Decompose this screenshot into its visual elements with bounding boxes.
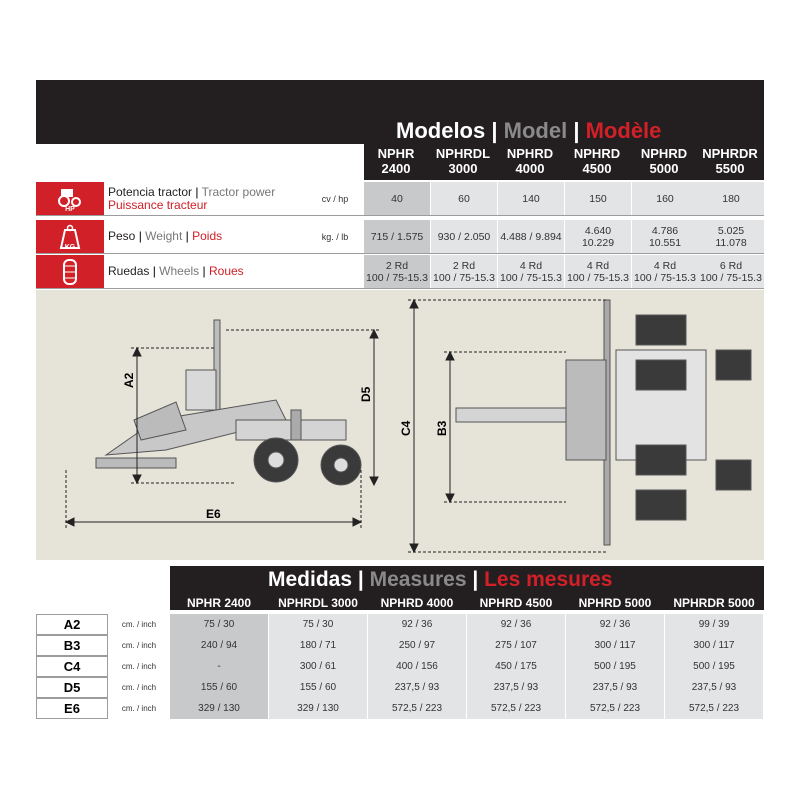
measure-value: 300 / 117 (566, 635, 664, 656)
spec-value: 4 Rd 100 / 75-15.3 (498, 255, 564, 288)
measure-value: - (170, 656, 268, 677)
measure-value: 329 / 130 (269, 698, 367, 719)
dimension-label-c4: C4 (399, 420, 413, 436)
measure-value: 500 / 195 (566, 656, 664, 677)
measure-value: 572,5 / 223 (665, 698, 763, 719)
model-name: NPHRDR (702, 146, 758, 161)
measure-value: 99 / 39 (665, 614, 763, 635)
wheel-icon (36, 255, 104, 288)
spec-label: Potencia tractor | Tractor power Puissance tracteur (108, 184, 276, 212)
row-divider (36, 288, 764, 289)
spec-value: 5.025 11.078 (698, 220, 764, 253)
label-fr: Puissance tracteur (108, 197, 208, 212)
model-size: 3000 (448, 161, 478, 176)
spec-row (36, 220, 764, 253)
label-es: Ruedas (108, 264, 150, 278)
model-name: NPHR (377, 146, 415, 161)
spec-value: 2 Rd 100 / 75-15.3 (364, 255, 430, 288)
models-title-fr: Modèle (585, 118, 662, 143)
spec-unit: kg. / lb (321, 231, 349, 242)
model-size: 5000 (649, 161, 679, 176)
measure-label: E6 (36, 698, 108, 719)
label-es: Peso (108, 229, 136, 243)
measure-value: 450 / 175 (467, 656, 565, 677)
measure-value: 92 / 36 (566, 614, 664, 635)
measure-value: 155 / 60 (170, 677, 268, 698)
spec-value: 930 / 2.050 (431, 220, 497, 253)
model-column-header (632, 146, 696, 180)
spec-value: 4 Rd 100 / 75-15.3 (565, 255, 631, 288)
spec-row (36, 255, 764, 288)
model-size: 2400 (381, 161, 411, 176)
measure-model-header: NPHRD 5000 (578, 596, 652, 610)
measure-row (36, 698, 764, 719)
label-fr: Roues (208, 264, 244, 278)
machine-diagram (36, 290, 764, 560)
label-en: Weight (145, 229, 183, 243)
spec-value: 60 (431, 182, 497, 215)
spec-value: 6 Rd 100 / 75-15.3 (698, 255, 764, 288)
measure-value: 237,5 / 93 (467, 677, 565, 698)
measure-row (36, 656, 764, 677)
measure-label: D5 (36, 677, 108, 698)
measure-value: 237,5 / 93 (665, 677, 763, 698)
measure-value: 240 / 94 (170, 635, 268, 656)
measure-label: C4 (36, 656, 108, 677)
spec-value: 2 Rd 100 / 75-15.3 (431, 255, 497, 288)
measure-row (36, 614, 764, 635)
spec-sheet (36, 80, 764, 720)
top-view-illustration (456, 300, 751, 545)
measure-value: 400 / 156 (368, 656, 466, 677)
model-name: NPHRD (640, 146, 688, 161)
measure-unit: cm. / inch (121, 641, 157, 650)
spec-value: 40 (364, 182, 430, 215)
spec-icon-text: KG (64, 244, 76, 251)
measure-label: A2 (36, 614, 108, 635)
label-fr: Poids (192, 229, 223, 243)
model-name: NPHRD (573, 146, 621, 161)
spec-value: 4 Rd 100 / 75-15.3 (632, 255, 698, 288)
measures-title (268, 568, 764, 594)
measure-value: 300 / 61 (269, 656, 367, 677)
measure-value: 237,5 / 93 (566, 677, 664, 698)
measure-value: 250 / 97 (368, 635, 466, 656)
label-en: Tractor power (201, 184, 276, 199)
models-title (396, 118, 764, 148)
measure-value: 572,5 / 223 (566, 698, 664, 719)
measure-value: 572,5 / 223 (368, 698, 466, 719)
measures-title-fr: Les mesures (484, 568, 613, 591)
measures-section (36, 560, 764, 720)
measure-value: 329 / 130 (170, 698, 268, 719)
model-size: 4000 (515, 161, 545, 176)
spec-unit (306, 255, 364, 288)
measure-model-header: NPHRDR 5000 (673, 596, 755, 610)
measure-value: 75 / 30 (269, 614, 367, 635)
model-column-header (431, 146, 495, 180)
model-name: NPHRD (506, 146, 554, 161)
measures-title-es: Medidas (268, 568, 353, 591)
measure-unit: cm. / inch (121, 662, 157, 671)
spec-value: 4.640 10.229 (565, 220, 631, 253)
measure-row (36, 677, 764, 698)
label-en: Wheels (159, 264, 200, 278)
measure-model-header: NPHRDL 3000 (278, 596, 358, 610)
spec-value: 180 (698, 182, 764, 215)
side-view-illustration (96, 320, 361, 485)
dimension-label-d5: D5 (359, 386, 373, 402)
measure-value: 500 / 195 (665, 656, 763, 677)
spec-icon-text: HP (65, 206, 75, 213)
measure-value: 572,5 / 223 (467, 698, 565, 719)
measure-label: B3 (36, 635, 108, 656)
measure-model-header: NPHR 2400 (186, 596, 252, 610)
spec-value: 4.488 / 9.894 (498, 220, 564, 253)
measure-value: 155 / 60 (269, 677, 367, 698)
label-es: Potencia tractor (108, 184, 193, 199)
model-size: 4500 (582, 161, 612, 176)
measure-model-header: NPHRD 4500 (479, 596, 553, 610)
measure-model-header: NPHRD 4000 (380, 596, 454, 610)
spec-value: 140 (498, 182, 564, 215)
measures-title-en: Measures (369, 568, 467, 591)
spec-value: 150 (565, 182, 631, 215)
measure-unit: cm. / inch (121, 620, 157, 629)
measure-value: 92 / 36 (467, 614, 565, 635)
models-title-en: Model (503, 118, 568, 143)
spec-value: 160 (632, 182, 698, 215)
models-section (36, 80, 764, 290)
spec-label: Ruedas | Wheels | Roues (108, 264, 244, 278)
title-separator: | (472, 568, 479, 591)
measure-value: 92 / 36 (368, 614, 466, 635)
spec-label: Peso | Weight | Poids (108, 229, 223, 243)
title-separator: | (573, 118, 580, 143)
weight-kg-icon (36, 220, 104, 253)
measure-value: 180 / 71 (269, 635, 367, 656)
spec-row (36, 182, 764, 215)
row-divider (36, 253, 764, 254)
measure-value: 237,5 / 93 (368, 677, 466, 698)
models-title-es: Modelos (396, 118, 486, 143)
model-column-header (498, 146, 562, 180)
spec-unit: cv / hp (321, 193, 349, 204)
title-separator: | (491, 118, 498, 143)
title-separator: | (357, 568, 364, 591)
model-column-header (698, 146, 762, 180)
measure-unit: cm. / inch (121, 704, 157, 713)
measure-value: 300 / 117 (665, 635, 763, 656)
tractor-hp-icon (36, 182, 104, 215)
row-divider (36, 215, 764, 216)
dimension-label-e6: E6 (206, 507, 221, 521)
measure-unit: cm. / inch (121, 683, 157, 692)
model-name: NPHRDL (435, 146, 491, 161)
spec-value: 4.786 10.551 (632, 220, 698, 253)
model-column-header (364, 146, 428, 180)
model-size: 5500 (715, 161, 745, 176)
dimension-label-a2: A2 (122, 372, 136, 388)
model-column-header (565, 146, 629, 180)
dimension-label-b3: B3 (435, 420, 449, 436)
spec-value: 715 / 1.575 (364, 220, 430, 253)
measure-value: 275 / 107 (467, 635, 565, 656)
measure-row (36, 635, 764, 656)
measure-value: 75 / 30 (170, 614, 268, 635)
